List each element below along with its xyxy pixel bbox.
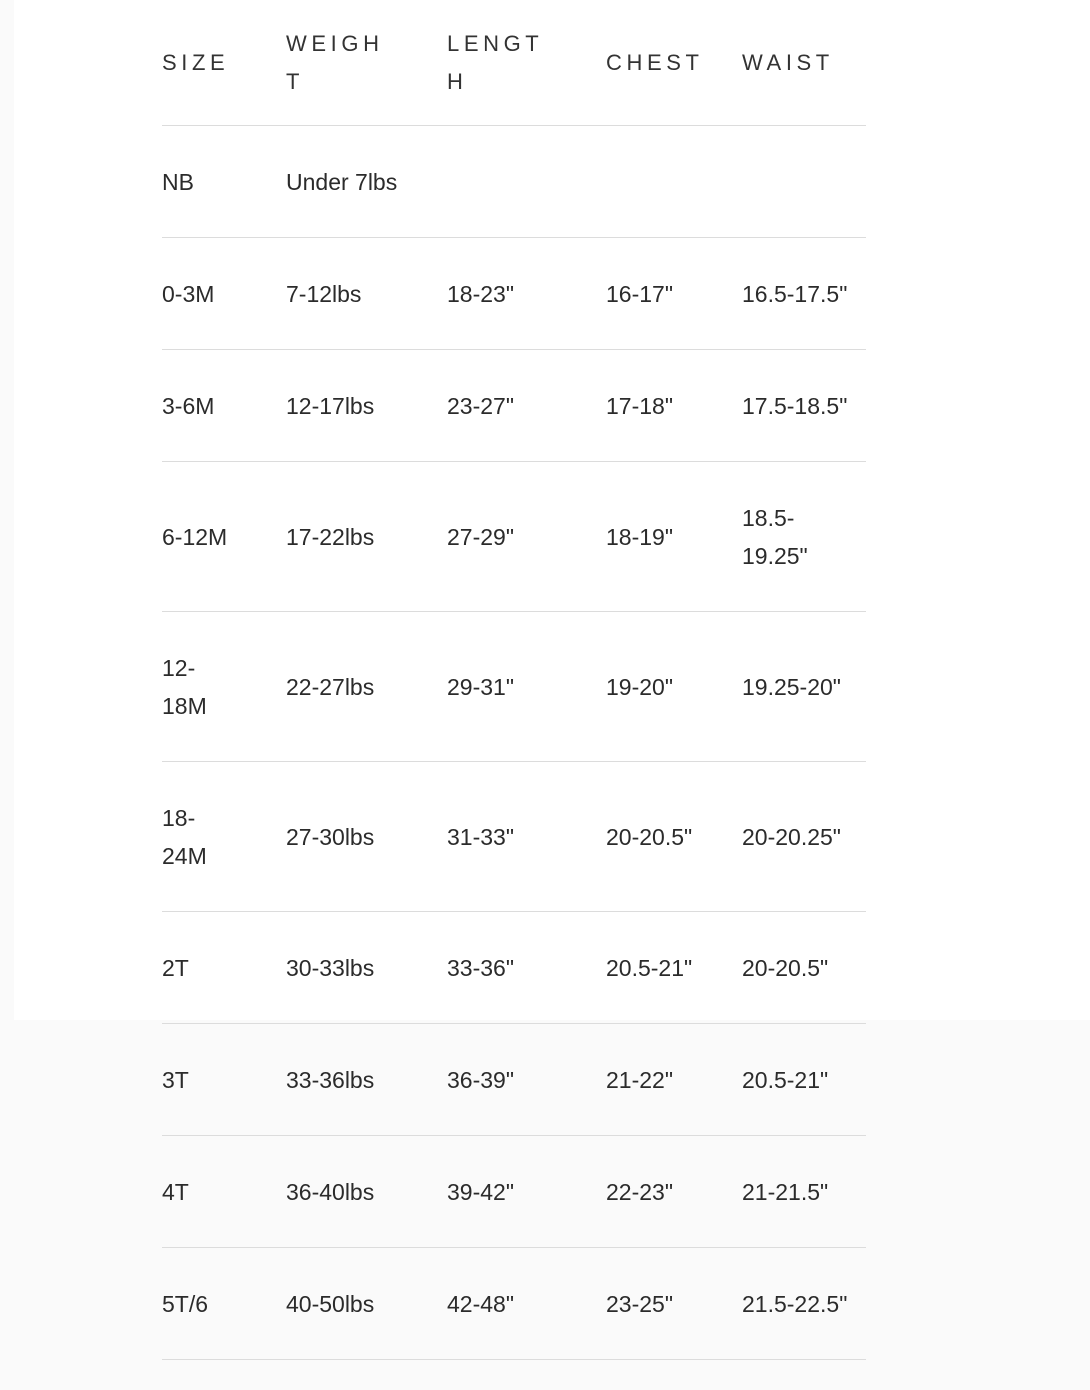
table-row bbox=[162, 1248, 866, 1360]
cell-chest: 22-23" bbox=[606, 1178, 673, 1205]
cell-chest: 23-25" bbox=[606, 1290, 673, 1317]
cell-size: 6-12M bbox=[162, 523, 228, 550]
cell-chest: 20.5-21" bbox=[606, 954, 693, 981]
cell-chest: 20-20.5" bbox=[606, 823, 693, 850]
cell-size: 0-3M bbox=[162, 280, 215, 307]
cell-chest: 16-17" bbox=[606, 280, 673, 307]
cell-length: 18-23" bbox=[447, 280, 514, 307]
cell-length: 29-31" bbox=[447, 673, 514, 700]
table-row bbox=[162, 462, 866, 612]
cell-size: NB bbox=[162, 168, 194, 195]
cell-size: 3T bbox=[162, 1066, 189, 1093]
cell-size: 4T bbox=[162, 1178, 189, 1205]
table-row bbox=[162, 1024, 866, 1136]
table-row bbox=[162, 126, 866, 238]
cell-waist: 20-20.5" bbox=[742, 954, 829, 981]
cell-length: 42-48" bbox=[447, 1290, 514, 1317]
cell-weight: 33-36lbs bbox=[286, 1066, 375, 1093]
cell-waist: 18.5-19.25" bbox=[742, 504, 808, 569]
cell-waist: 21-21.5" bbox=[742, 1178, 829, 1205]
cell-waist: 17.5-18.5" bbox=[742, 392, 848, 419]
cell-waist: 20-20.25" bbox=[742, 823, 841, 850]
header-weight: WEIGHT bbox=[286, 30, 384, 94]
header-size: SIZE bbox=[162, 49, 230, 75]
cell-weight: 30-33lbs bbox=[286, 954, 375, 981]
table-row bbox=[162, 912, 866, 1024]
cell-size: 2T bbox=[162, 954, 189, 981]
cell-chest: 19-20" bbox=[606, 673, 673, 700]
cell-weight: 22-27lbs bbox=[286, 673, 375, 700]
cell-weight: 12-17lbs bbox=[286, 392, 375, 419]
table-row bbox=[162, 350, 866, 462]
cell-weight: Under 7lbs bbox=[286, 168, 398, 195]
header-length: LENGTH bbox=[447, 30, 544, 94]
table-header-row bbox=[162, 0, 866, 126]
table-row bbox=[162, 238, 866, 350]
cell-waist: 19.25-20" bbox=[742, 673, 841, 700]
size-chart-table bbox=[162, 0, 866, 1360]
table-row bbox=[162, 762, 866, 912]
cell-waist: 20.5-21" bbox=[742, 1066, 829, 1093]
cell-size: 18-24M bbox=[162, 804, 207, 869]
table-row bbox=[162, 612, 866, 762]
header-chest: CHEST bbox=[606, 49, 704, 75]
cell-weight: 36-40lbs bbox=[286, 1178, 375, 1205]
cell-weight: 40-50lbs bbox=[286, 1290, 375, 1317]
cell-length: 27-29" bbox=[447, 523, 514, 550]
table-row bbox=[162, 1136, 866, 1248]
cell-weight: 7-12lbs bbox=[286, 280, 362, 307]
cell-size: 5T/6 bbox=[162, 1290, 209, 1317]
cell-chest: 17-18" bbox=[606, 392, 673, 419]
header-waist: WAIST bbox=[742, 49, 834, 75]
cell-length: 39-42" bbox=[447, 1178, 514, 1205]
cell-weight: 17-22lbs bbox=[286, 523, 375, 550]
cell-weight: 27-30lbs bbox=[286, 823, 375, 850]
cell-length: 33-36" bbox=[447, 954, 514, 981]
cell-length: 31-33" bbox=[447, 823, 514, 850]
cell-chest: 21-22" bbox=[606, 1066, 673, 1093]
cell-chest: 18-19" bbox=[606, 523, 673, 550]
cell-waist: 16.5-17.5" bbox=[742, 280, 848, 307]
cell-length: 23-27" bbox=[447, 392, 514, 419]
cell-waist: 21.5-22.5" bbox=[742, 1290, 848, 1317]
cell-size: 3-6M bbox=[162, 392, 215, 419]
cell-size: 12-18M bbox=[162, 654, 207, 719]
cell-length: 36-39" bbox=[447, 1066, 514, 1093]
